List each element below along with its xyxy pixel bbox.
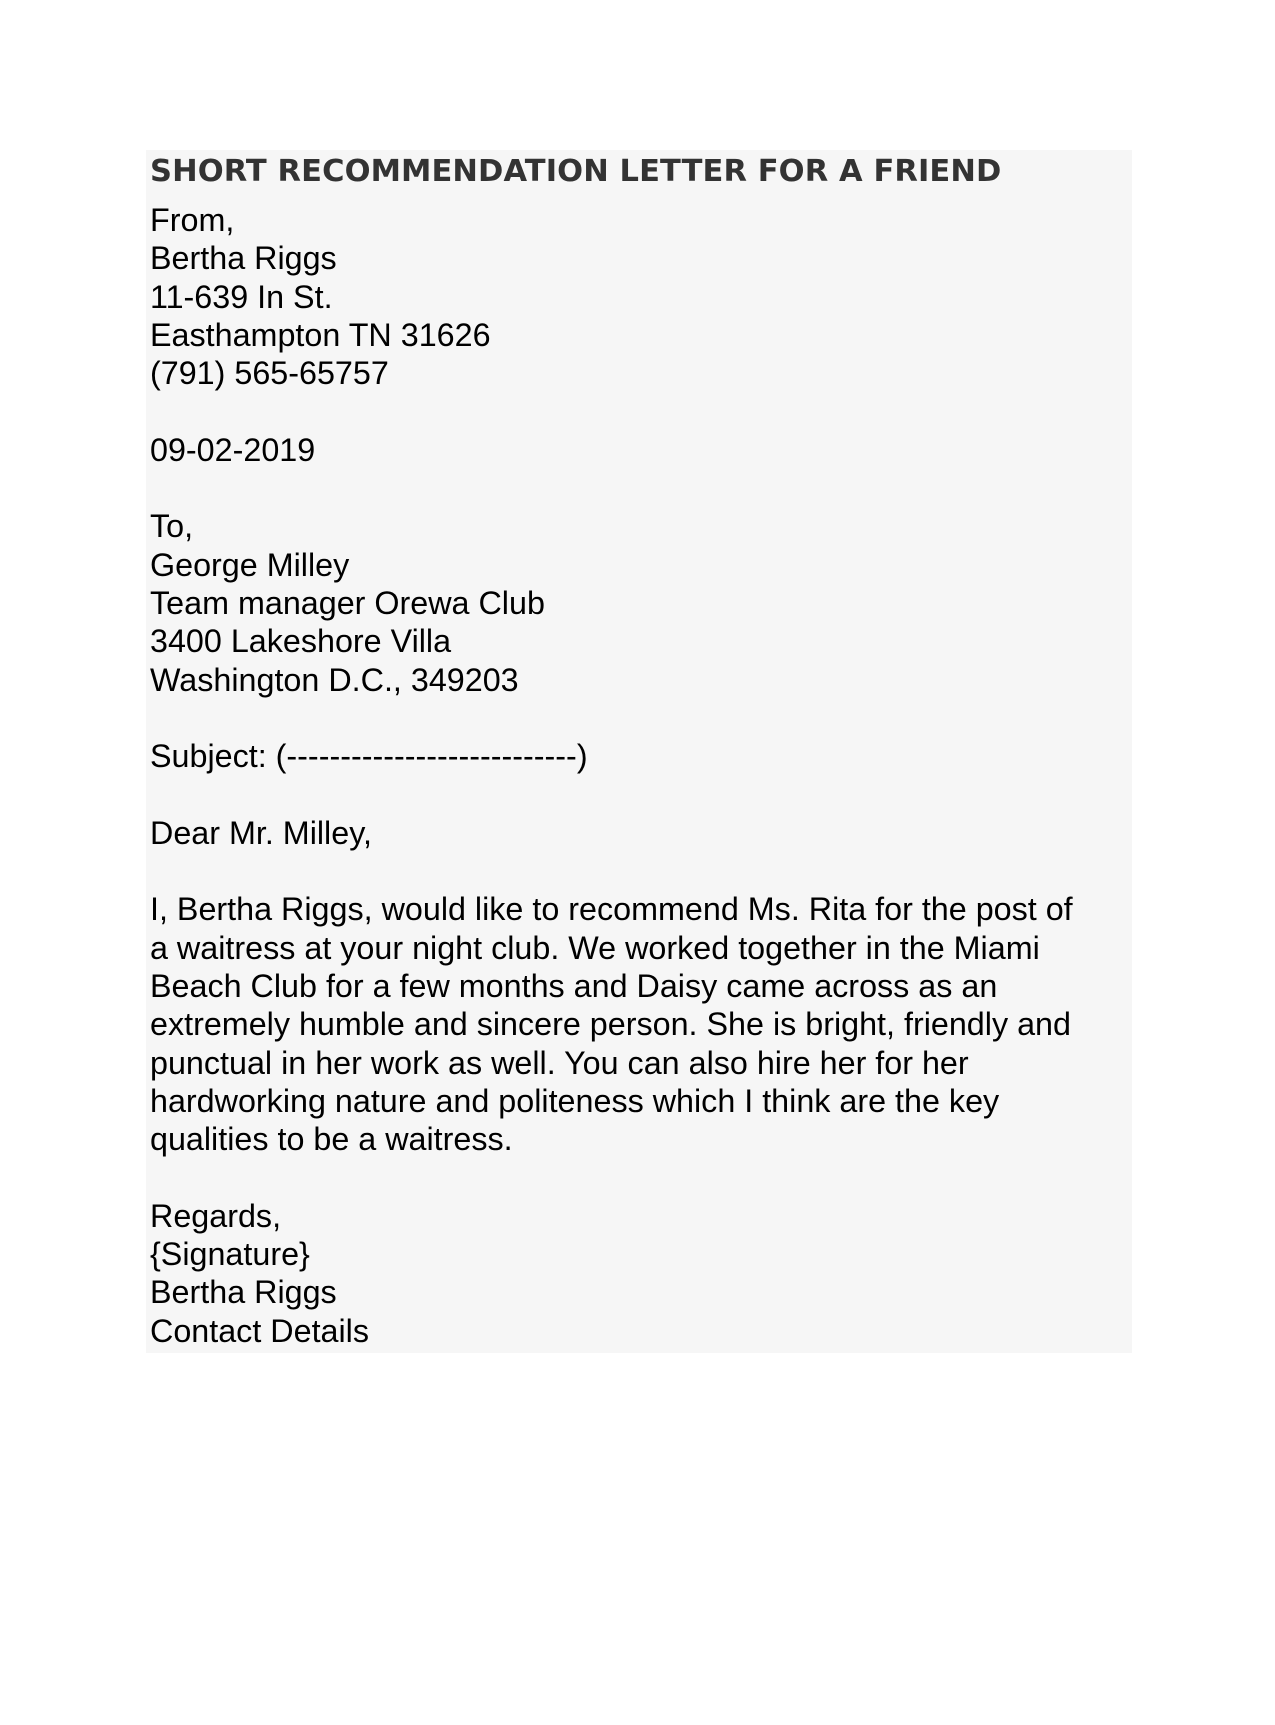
letter-title: SHORT RECOMMENDATION LETTER FOR A FRIEND (150, 154, 1002, 189)
blank-line (150, 1158, 1132, 1196)
to-label: To, (150, 508, 194, 545)
blank-line (150, 775, 1132, 813)
contact-details: Contact Details (150, 1312, 369, 1349)
sender-phone: (791) 565-65757 (150, 355, 389, 392)
closing-name: Bertha Riggs (150, 1274, 337, 1311)
salutation: Dear Mr. Milley, (150, 814, 372, 851)
paragraph-line: hardworking nature and politeness which I think are the key (150, 1082, 1000, 1119)
paragraph-line: qualities to be a waitress. (150, 1121, 513, 1158)
body-paragraph (150, 890, 1132, 1158)
paragraph-line: extremely humble and sincere person. She is bright, friendly and (150, 1006, 1071, 1043)
blank-line (150, 852, 1132, 890)
blank-line (150, 392, 1132, 430)
recipient-name: George Milley (150, 546, 350, 583)
paragraph-line: a waitress at your night club. We worked together in the Miami (150, 929, 1040, 966)
blank-line (150, 469, 1132, 507)
letter-date: 09-02-2019 (150, 431, 316, 468)
recipient-address-line-1: 3400 Lakeshore Villa (150, 623, 452, 660)
sender-address-line-2: Easthampton TN 31626 (150, 316, 491, 353)
signature-placeholder: {Signature} (150, 1236, 310, 1273)
letter-body (150, 201, 1132, 1350)
from-label: From, (150, 202, 235, 238)
letter-document (146, 150, 1132, 1353)
recipient-title: Team manager Orewa Club (150, 584, 545, 621)
recipient-block (150, 507, 1132, 698)
sender-address-line-1: 11-639 In St. (150, 278, 333, 315)
sender-block (150, 201, 1132, 392)
recipient-address-line-2: Washington D.C., 349203 (150, 661, 519, 698)
blank-line (150, 699, 1132, 737)
paragraph-line: punctual in her work as well. You can also hire her for her (150, 1044, 969, 1081)
paragraph-line: I, Bertha Riggs, would like to recommend Ms. Rita for the post of (150, 891, 1073, 928)
closing-regards: Regards, (150, 1197, 282, 1234)
paragraph-line: Beach Club for a few months and Daisy came across as an (150, 967, 998, 1004)
subject-line: Subject: (---------------------------) (150, 738, 588, 775)
closing-block (150, 1197, 1132, 1350)
sender-name: Bertha Riggs (150, 240, 337, 277)
